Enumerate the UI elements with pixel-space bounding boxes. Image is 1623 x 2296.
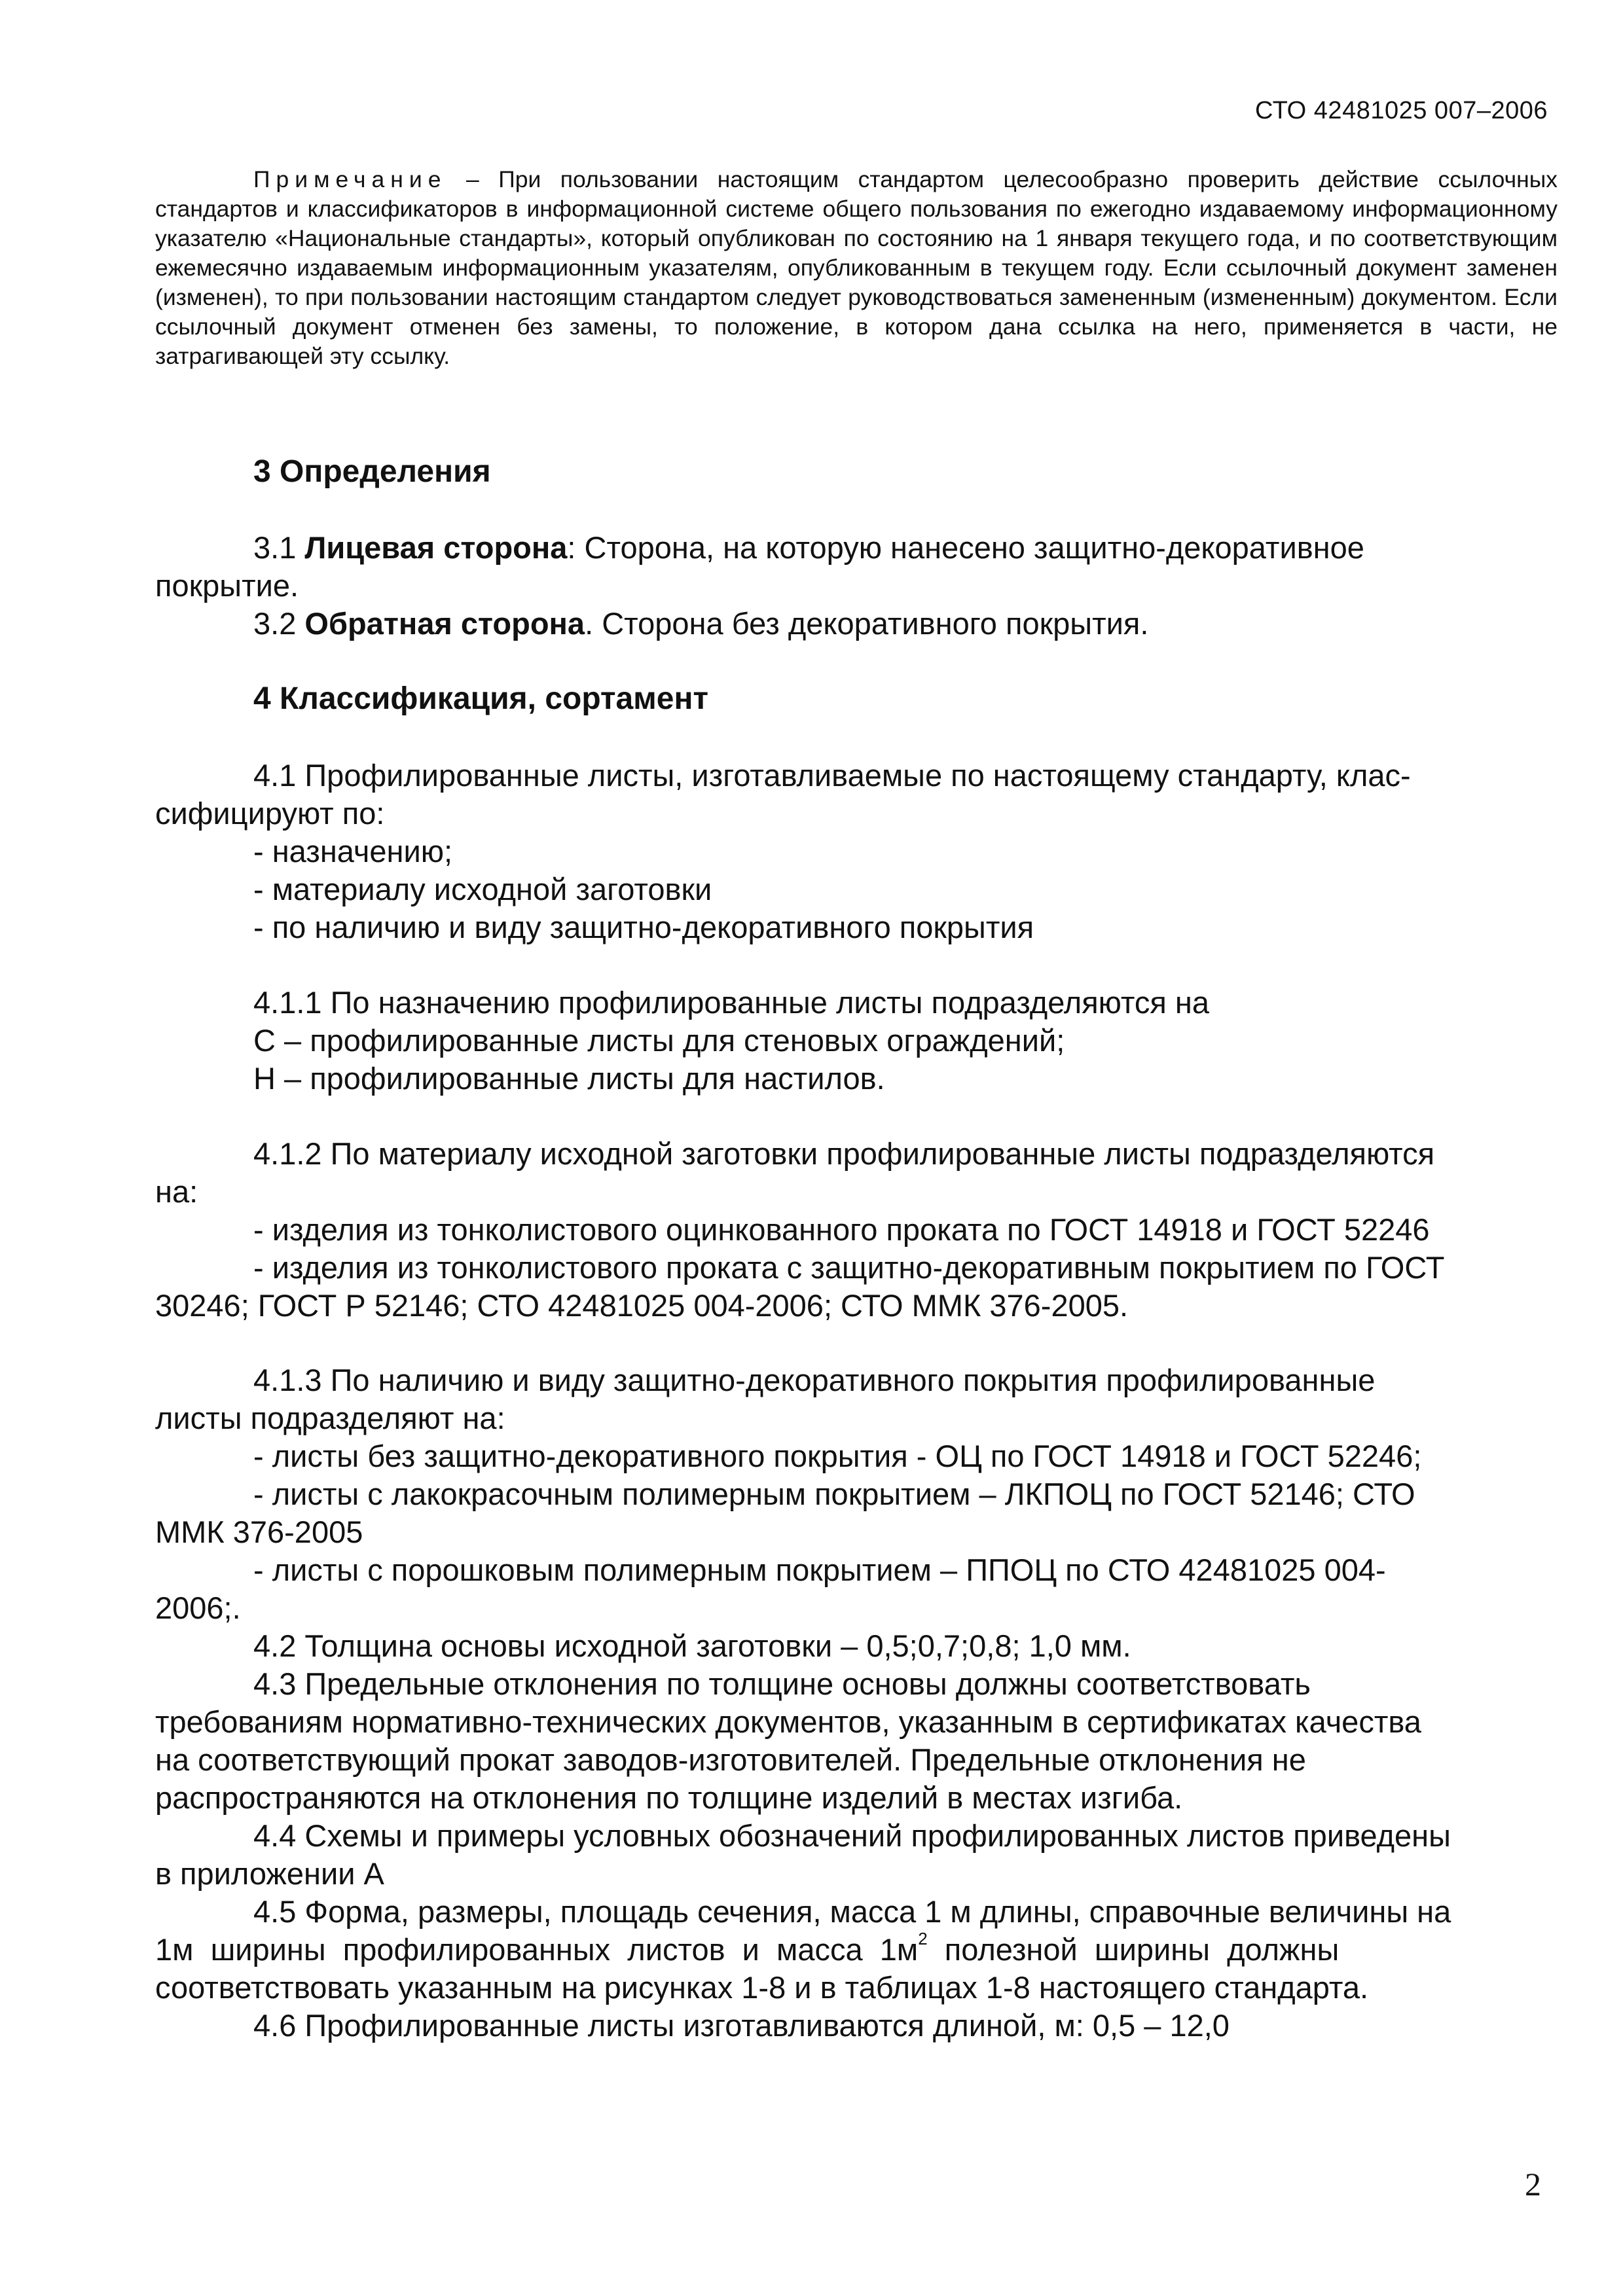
paragraph-4-4: 4.4 Схемы и примеры условных обозначений профилированных листов приведены — [253, 1818, 1451, 1853]
paragraph-4-3-cont: требованиям нормативно-технических документов, указанным в сертификатах качества — [155, 1704, 1421, 1739]
definition-3-1: 3.1 Лицевая сторона: Сторона, на которую нанесено защитно-декоративное — [253, 530, 1364, 565]
paragraph-4-6: 4.6 Профилированные листы изготавливаются длиной, м: 0,5 – 12,0 — [253, 2008, 1230, 2043]
paragraph-4-1-2-cont: на: — [155, 1174, 198, 1209]
section-4-1-3-block — [155, 1361, 1558, 2045]
paragraph-4-3-cont: распространяются на отклонения по толщине изделий в местах изгиба. — [155, 1780, 1183, 1815]
section-4-heading: 4 Классификация, сортамент — [253, 681, 708, 716]
reference-note — [155, 165, 1558, 371]
paragraph-4-3: 4.3 Предельные отклонения по толщине основы должны соответствовать — [253, 1666, 1311, 1701]
definition-3-1-cont: покрытие. — [155, 568, 299, 603]
note-text: При пользовании настоящим стандартом целесообразно проверить действие ссылочных стандартов и классификаторов в информационной системе общего пользования по ежегодно издаваемому информационному указателю «Национальные стандарты», который опубликован по состоянию на 1 января текущего года, и по соответствующим ежемесячно издаваемым информационным указателям, опубликованным в текущем году. Если ссылочный документ заменен (изменен), то при пользовании настоящим стандартом следует руководствоваться замененным (измененным) документом. Если ссылочный документ отменен без замены, то положение, в котором дана ссылка на него, применяется в части, не затрагивающей эту ссылку. — [155, 166, 1558, 369]
paragraph-4-1-3-cont: листы подразделяют на: — [155, 1401, 505, 1435]
definition-3-2: 3.2 Обратная сторона. Сторона без декоративного покрытия. — [253, 606, 1149, 641]
paragraph-4-4-cont: в приложении А — [155, 1856, 384, 1891]
definition-term: Обратная сторона — [304, 606, 585, 641]
section-4-1-2-block — [155, 1135, 1558, 1325]
paragraph-4-1-1: 4.1.1 По назначению профилированные листы подразделяются на — [253, 985, 1209, 1020]
list-item: - по наличию и виду защитно-декоративного покрытия — [253, 910, 1034, 944]
list-item-cont: 2006;. — [155, 1590, 241, 1625]
paragraph-4-5: 4.5 Форма, размеры, площадь сечения, масса 1 м длины, справочные величины на — [253, 1894, 1451, 1929]
list-item: - изделия из тонколистового проката с защитно-декоративным покрытием по ГОСТ — [253, 1250, 1445, 1285]
paragraph-4-5-cont: соответствовать указанным на рисунках 1-8 и в таблицах 1-8 настоящего стандарта. — [155, 1970, 1369, 2005]
list-item: С – профилированные листы для стеновых ограждений; — [253, 1023, 1065, 1058]
paragraph-4-1-2: 4.1.2 По материалу исходной заготовки профилированные листы подразделяются — [253, 1136, 1435, 1171]
list-item-cont: 30246; ГОСТ Р 52146; СТО 42481025 004-2006; СТО ММК 376-2005. — [155, 1288, 1129, 1323]
list-item: Н – профилированные листы для настилов. — [253, 1061, 885, 1096]
paragraph-4-1-3: 4.1.3 По наличию и виду защитно-декоративного покрытия профилированные — [253, 1363, 1376, 1397]
list-item: - назначению; — [253, 834, 453, 869]
section-4-1-block — [155, 757, 1558, 946]
superscript: 2 — [918, 1929, 928, 1948]
paragraph-4-2: 4.2 Толщина основы исходной заготовки – 0,5;0,7;0,8; 1,0 мм. — [253, 1628, 1131, 1663]
page-number: 2 — [1525, 2166, 1541, 2202]
definitions-block — [155, 529, 1558, 643]
paragraph-4-3-cont: на соответствующий прокат заводов-изготовителей. Предельные отклонения не — [155, 1742, 1306, 1777]
list-item: - листы с лакокрасочным полимерным покрытием – ЛКПОЦ по ГОСТ 52146; СТО — [253, 1477, 1415, 1511]
paragraph-4-1: 4.1 Профилированные листы, изготавливаемые по настоящему стандарту, клас- — [253, 758, 1411, 793]
list-item: - изделия из тонколистового оцинкованного проката по ГОСТ 14918 и ГОСТ 52246 — [253, 1212, 1430, 1247]
document-code: СТО 42481025 007–2006 — [1255, 97, 1548, 124]
list-item: - листы без защитно-декоративного покрытия - ОЦ по ГОСТ 14918 и ГОСТ 52246; — [253, 1439, 1422, 1473]
list-item-cont: ММК 376-2005 — [155, 1515, 363, 1549]
note-label: Примечание — [253, 166, 447, 192]
section-4-1-1-block — [155, 984, 1558, 1098]
section-3-heading: 3 Определения — [253, 454, 491, 489]
list-item: - листы с порошковым полимерным покрытием – ППОЦ по СТО 42481025 004- — [253, 1552, 1386, 1587]
note-dash: – — [447, 166, 499, 192]
paragraph-4-1-cont: сифицируют по: — [155, 796, 385, 831]
paragraph-4-5-cont: 1м ширины профилированных листов и масса $1м^2$ полезной ширины должны — [155, 1929, 1340, 1967]
definition-term: Лицевая сторона — [304, 530, 568, 565]
list-item: - материалу исходной заготовки — [253, 872, 712, 906]
